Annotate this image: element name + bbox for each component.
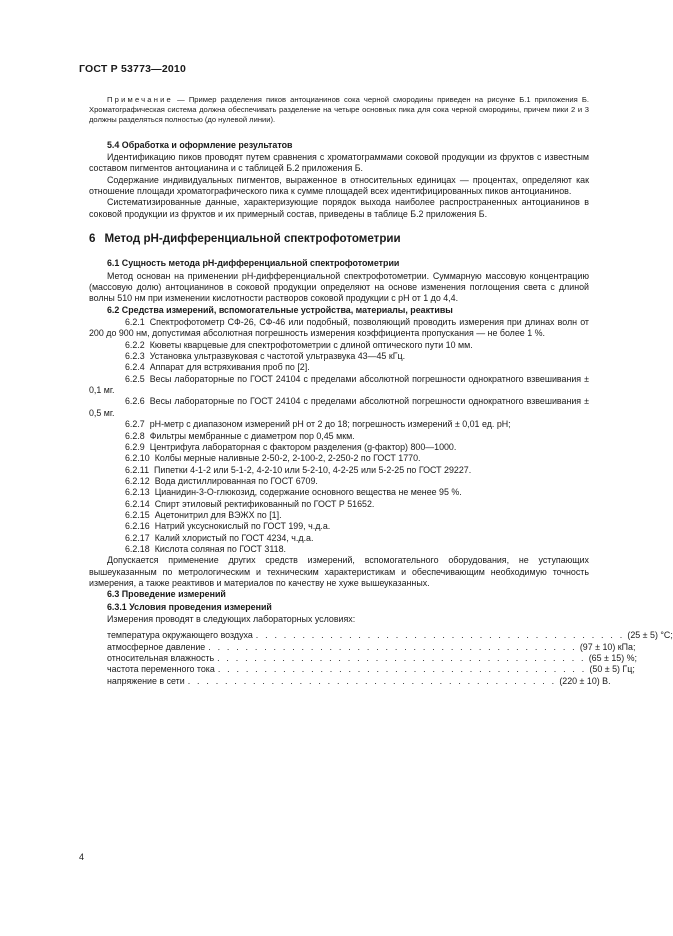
equipment-item-number: 6.2.15 <box>125 509 150 520</box>
equipment-list-item <box>89 476 589 487</box>
equipment-list-item <box>89 487 589 498</box>
equipment-item-text: Весы лабораторные по ГОСТ 24104 с пределами абсолютной погрешности однократного взвешивания ± 0,5 мг. <box>89 396 589 418</box>
equipment-list-item <box>89 442 589 453</box>
condition-value: (220 ± 10) В. <box>559 675 611 686</box>
condition-label: частота переменного тока <box>107 664 215 675</box>
section-5-4-paragraph-3: Систематизированные данные, характеризующие порядок выхода наиболее распространенных антоцианинов в соковой продукции из фруктов и их примерный состав, приведены в таблице Б.2 приложения Б. <box>89 197 589 219</box>
equipment-item-number: 6.2.1 <box>125 317 145 328</box>
condition-row <box>107 641 636 653</box>
equipment-item-text: Кюветы кварцевые для спектрофотометрии с длиной оптического пути 10 мм. <box>149 339 473 350</box>
condition-label: напряжение в сети <box>107 675 185 686</box>
equipment-item-number: 6.2.4 <box>125 362 145 373</box>
equipment-item-text: Кислота соляная по ГОСТ 3118. <box>154 543 286 554</box>
section-6-1-paragraph: Метод основан на применении рН-дифференциальной спектрофотометрии. Суммарную массовую концентрацию (массовую долю) антоцианинов в соковой продукции определяют на основе изменения поглощения света с длиной волны 510 нм при изменении кислотности растворов соковой продукции с рН от 1 до 4,4. <box>89 270 589 304</box>
equipment-list-item <box>89 396 589 419</box>
equipment-item-number: 6.2.5 <box>125 373 145 384</box>
condition-value: (50 ± 5) Гц; <box>589 664 635 675</box>
condition-leader-dots: . . . . . . . . . . . . . . . . . . . . . . . . . . . . . . . . . . . . . . . . <box>187 675 557 686</box>
page-content <box>89 95 673 687</box>
section-6-3-1-heading: 6.3.1 Условия проведения измерений <box>107 601 272 612</box>
condition-row <box>107 630 673 641</box>
equipment-list-item <box>89 533 589 544</box>
equipment-item-text: Пипетки 4-1-2 или 5-1-2, 4-2-10 или 5-2-10, 4-2-25 или 5-2-25 по ГОСТ 29227. <box>154 464 472 475</box>
equipment-list-item <box>89 317 589 340</box>
condition-value: (97 ± 10) кПа; <box>579 641 636 652</box>
equipment-item-number: 6.2.16 <box>125 521 150 532</box>
section-6-2-heading: 6.2 Средства измерений, вспомогательные устройства, материалы, реактивы <box>107 304 453 315</box>
equipment-item-text: Установка ультразвуковая с частотой ультразвука 43—45 кГц. <box>149 351 406 362</box>
section-6-2-paragraph: Допускается применение других средств измерений, вспомогательного оборудования, не уступающих вышеуказанным по метрологическим и техническим характеристикам и обеспечивающим необходимую точность измерения, а также реактивов и материалов по качеству не хуже вышеуказанных. <box>89 555 589 588</box>
condition-row <box>107 675 611 687</box>
equipment-item-text: Ацетонитрил для ВЭЖХ по [1]. <box>154 509 282 520</box>
equipment-list-item <box>89 453 589 464</box>
note-paragraph <box>89 95 589 126</box>
note-lead: Примечание <box>107 95 173 104</box>
equipment-list-item <box>89 419 589 430</box>
condition-leader-dots: . . . . . . . . . . . . . . . . . . . . . . . . . . . . . . . . . . . . . . . . <box>208 641 577 652</box>
equipment-list-item <box>89 510 589 521</box>
equipment-item-text: Аппарат для встряхивания проб по [2]. <box>149 362 310 373</box>
equipment-item-number: 6.2.7 <box>125 419 145 430</box>
conditions-list <box>107 630 673 687</box>
equipment-item-text: Натрий уксуснокислый по ГОСТ 199, ч.д.а. <box>154 521 331 532</box>
equipment-item-number: 6.2.11 <box>125 464 150 475</box>
section-5-4-heading: 5.4 Обработка и оформление результатов <box>107 139 293 150</box>
equipment-list-item <box>89 374 589 397</box>
note-text: — Пример разделения пиков антоцианинов сока черной смородины приведен на рисунке Б.1 приложения Б. Хроматографическая система должна обеспечивать разделение на четыре основных пика для сока черной смородины, причем пики 2 и 3 должны разделяться полностью (до нулевой линии). <box>89 95 589 125</box>
equipment-item-text: Фильтры мембранные с диаметром пор 0,45 мкм. <box>149 430 355 441</box>
equipment-item-number: 6.2.9 <box>125 441 145 452</box>
section-6-3-heading: 6.3 Проведение измерений <box>107 589 226 600</box>
condition-leader-dots: . . . . . . . . . . . . . . . . . . . . . . . . . . . . . . . . . . . . . . . . <box>255 630 625 641</box>
equipment-list-item <box>89 431 589 442</box>
condition-label: температура окружающего воздуха <box>107 630 253 641</box>
section-6-heading <box>89 233 589 244</box>
condition-label: атмосферное давление <box>107 641 206 652</box>
condition-value: (25 ± 5) °С; <box>627 630 673 641</box>
equipment-item-text: Весы лабораторные по ГОСТ 24104 с пределами абсолютной погрешности однократного взвешивания ± 0,1 мг. <box>89 373 589 396</box>
equipment-list-item <box>89 544 589 555</box>
equipment-list <box>89 317 589 555</box>
condition-label: относительная влажность <box>107 653 215 664</box>
equipment-item-number: 6.2.2 <box>125 339 145 350</box>
equipment-item-number: 6.2.8 <box>125 430 145 441</box>
equipment-list-item <box>89 499 589 510</box>
equipment-item-text: Спектрофотометр СФ-26, СФ-46 или подобный, позволяющий проводить измерения при длинах волн от 200 до 900 нм, допустимая абсолютная погрешность измерения коэффициента пропускания — не более 1 %. <box>89 317 589 339</box>
equipment-item-text: Спирт этиловый ректификованный по ГОСТ Р 51652. <box>154 498 375 509</box>
condition-row <box>107 664 635 675</box>
condition-leader-dots: . . . . . . . . . . . . . . . . . . . . . . . . . . . . . . . . . . . . . . . . <box>217 664 587 675</box>
section-5-4-paragraph-1: Идентификацию пиков проводят путем сравнения с хроматограммами соковой продукции из фруктов с известным составом пигментов антоцианина и с таблицей Б.2 приложения Б. <box>89 151 589 174</box>
equipment-list-item <box>89 351 589 362</box>
equipment-item-number: 6.2.18 <box>125 543 150 554</box>
equipment-item-text: Калий хлористый по ГОСТ 4234, ч.д.а. <box>154 532 314 543</box>
condition-leader-dots: . . . . . . . . . . . . . . . . . . . . . . . . . . . . . . . . . . . . . . . . <box>217 653 586 664</box>
document-header: ГОСТ Р 53773—2010 <box>79 63 187 75</box>
equipment-item-text: Цианидин-3-О-глюкозид, содержание основного вещества не менее 95 %. <box>154 487 462 498</box>
condition-value: (65 ± 15) %; <box>588 653 637 664</box>
equipment-item-text: Вода дистиллированная по ГОСТ 6709. <box>154 475 318 486</box>
section-6-number: 6 <box>89 232 96 246</box>
equipment-item-number: 6.2.14 <box>125 498 150 509</box>
condition-row <box>107 653 637 664</box>
equipment-item-number: 6.2.6 <box>125 396 145 407</box>
section-6-1-heading: 6.1 Сущность метода рН-дифференциальной спектрофотометрии <box>107 258 400 269</box>
equipment-item-text: рН-метр с диапазоном измерений рН от 2 до 18; погрешность измерений ± 0,01 ед. рН; <box>149 419 511 430</box>
equipment-item-number: 6.2.10 <box>125 453 150 464</box>
equipment-item-number: 6.2.3 <box>125 351 145 362</box>
equipment-item-text: Колбы мерные наливные 2-50-2, 2-100-2, 2-250-2 по ГОСТ 1770. <box>154 453 421 464</box>
section-6-3-1-intro: Измерения проводят в следующих лабораторных условиях: <box>107 614 356 625</box>
equipment-list-item <box>89 465 589 476</box>
equipment-item-number: 6.2.17 <box>125 532 150 543</box>
equipment-list-item <box>89 340 589 351</box>
page-number: 4 <box>79 852 85 862</box>
equipment-item-number: 6.2.13 <box>125 487 150 498</box>
section-5-4-paragraph-2: Содержание индивидуальных пигментов, выраженное в относительных единицах — процентах, определяют как отношение площади хроматографического пика к сумме площадей всех идентифицированных пиков антоцианинов. <box>89 174 589 196</box>
section-6-title: Метод рН-дифференциальной спектрофотометрии <box>104 232 401 246</box>
equipment-list-item <box>89 521 589 532</box>
equipment-item-number: 6.2.12 <box>125 475 150 486</box>
equipment-item-text: Центрифуга лабораторная с фактором разделения (g-фактор) 800—1000. <box>149 441 457 452</box>
equipment-list-item <box>89 362 589 373</box>
